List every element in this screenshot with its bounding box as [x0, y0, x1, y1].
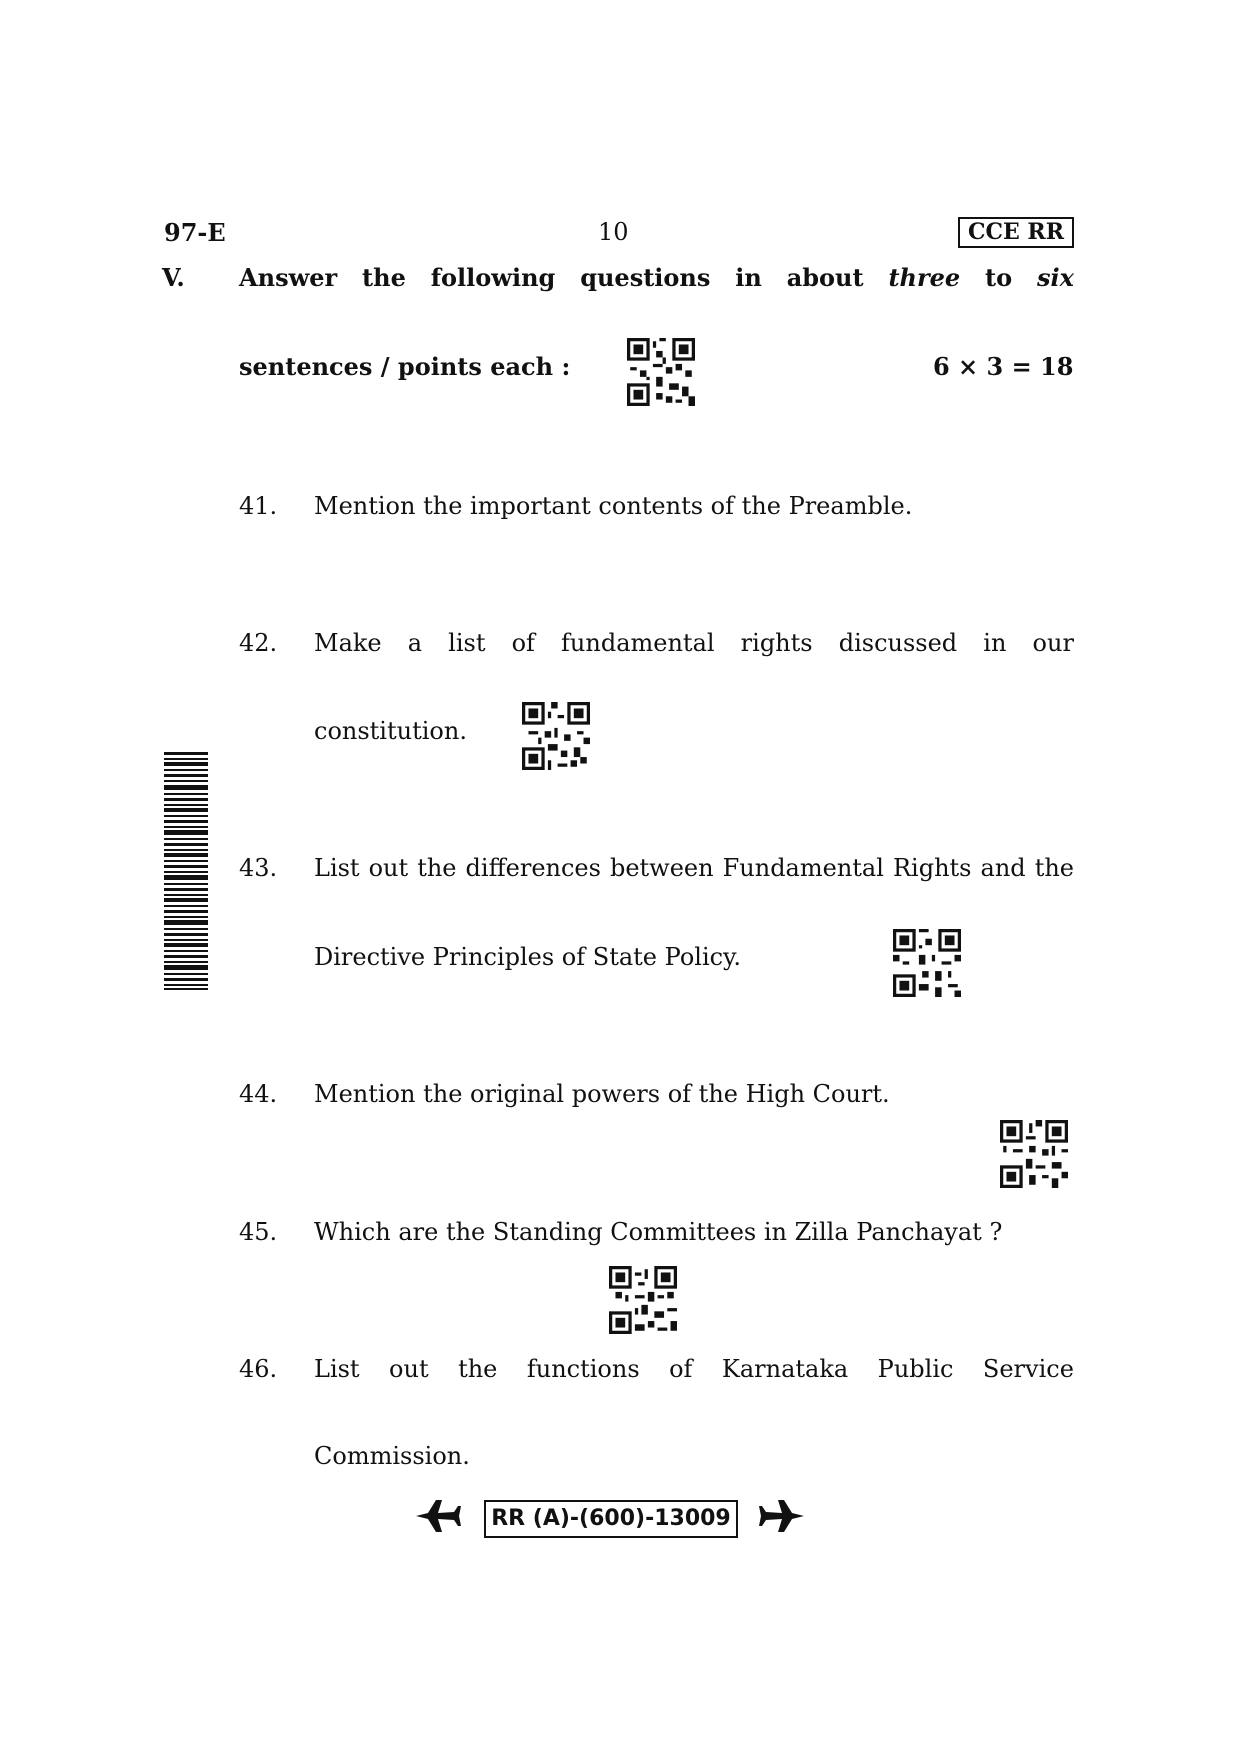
qr-code-icon [609, 1266, 677, 1334]
word: Make [314, 629, 382, 657]
question-text: Mention the original powers of the High Court. [314, 1080, 890, 1108]
footer-code-box: RR (A)-(600)-13009 [484, 1500, 738, 1538]
word: out [389, 1355, 429, 1383]
question-text: Which are the Standing Committees in Zilla Panchayat ? [314, 1218, 1003, 1246]
instr-word-italic: three [888, 263, 961, 292]
word: between [609, 854, 714, 882]
word: Public [877, 1355, 954, 1383]
instr-word: questions [580, 263, 711, 292]
instr-word: in [735, 263, 762, 292]
instr-word: following [430, 263, 556, 292]
question-text-line1 [314, 854, 1074, 882]
section-instruction-line2: sentences / points each : [239, 352, 571, 381]
paper-code: 97-E [164, 218, 226, 247]
word: of [669, 1355, 693, 1383]
word: and [980, 854, 1026, 882]
qr-code-icon [627, 338, 695, 406]
word: of [511, 629, 535, 657]
word: rights [740, 629, 813, 657]
word: out [368, 854, 409, 882]
question-number: 41. [239, 492, 278, 520]
word: the [417, 854, 457, 882]
word: Karnataka [721, 1355, 849, 1383]
qr-code-icon [1000, 1120, 1068, 1188]
word: List [314, 854, 360, 882]
qr-code-icon [893, 929, 961, 997]
page-number: 10 [598, 218, 629, 246]
barcode-icon [164, 752, 208, 990]
word: our [1032, 629, 1074, 657]
question-number: 43. [239, 854, 278, 882]
question-number: 45. [239, 1218, 278, 1246]
question-text-line2: Directive Principles of State Policy. [314, 943, 742, 971]
airplane-icon [758, 1496, 806, 1536]
question-text: Mention the important contents of the Preamble. [314, 492, 913, 520]
question-number: 44. [239, 1080, 278, 1108]
question-text-line1 [314, 1355, 1074, 1383]
word: in [983, 629, 1007, 657]
question-text-line1 [314, 629, 1074, 657]
question-number: 42. [239, 629, 278, 657]
cce-rr-box: CCE RR [958, 217, 1074, 248]
word: functions [526, 1355, 640, 1383]
word: fundamental [561, 629, 715, 657]
question-number: 46. [239, 1355, 278, 1383]
instr-word: to [985, 263, 1013, 292]
word: Service [982, 1355, 1074, 1383]
word: Fundamental [722, 854, 884, 882]
instr-word: the [362, 263, 406, 292]
airplane-icon [414, 1496, 462, 1536]
section-number: V. [162, 263, 185, 292]
instr-word-italic: six [1037, 263, 1074, 292]
word: Rights [892, 854, 972, 882]
section-marks: 6 × 3 = 18 [933, 352, 1074, 381]
word: the [1034, 854, 1074, 882]
word: discussed [838, 629, 958, 657]
qr-code-icon [522, 702, 590, 770]
word: differences [465, 854, 601, 882]
word: List [314, 1355, 360, 1383]
question-text-line2: Commission. [314, 1442, 470, 1470]
word: a [407, 629, 423, 657]
question-text-line2: constitution. [314, 717, 467, 745]
instr-word: Answer [239, 263, 338, 292]
instr-word: about [786, 263, 864, 292]
section-instruction-line1 [239, 263, 1074, 292]
word: the [458, 1355, 498, 1383]
word: list [448, 629, 486, 657]
